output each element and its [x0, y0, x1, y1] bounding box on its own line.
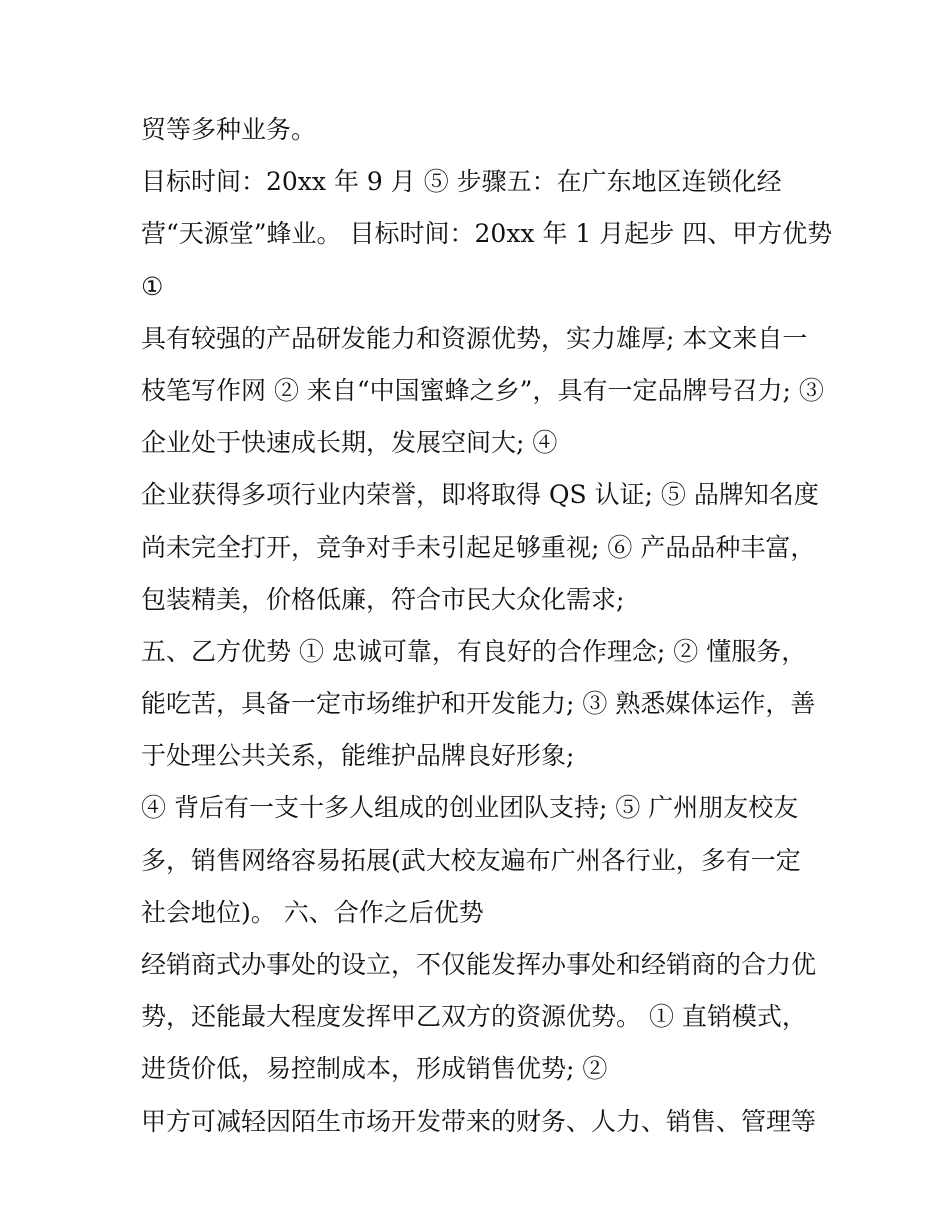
text-line: 势，还能最大程度发挥甲乙双方的资源优势。 ① 直销模式，: [141, 1002, 807, 1032]
text-line: 企业获得多项行业内荣誉，即将取得 QS 认证; ⑤ 品牌知名度: [141, 480, 819, 510]
text-line: 营“天源堂”蜂业。 目标时间：20xx 年 1 月起步 四、甲方优势: [141, 219, 833, 249]
text-line: ④ 背后有一支十多人组成的创业团队支持; ⑤ 广州朋友校友: [141, 793, 799, 823]
text-line: 多，销售网络容易拓展(武大校友遍布广州各行业，多有一定: [141, 845, 801, 875]
text-line: 贸等多种业务。: [141, 115, 317, 144]
document-body: [141, 104, 831, 1148]
text-line: 于处理公共关系，能维护品牌良好形象;: [141, 741, 575, 771]
text-line: 企业处于快速成长期，发展空间大; ④: [141, 428, 558, 458]
text-line: 包装精美，价格低廉，符合市民大众化需求;: [141, 584, 625, 614]
text-line: 经销商式办事处的设立，不仅能发挥办事处和经销商的合力优: [141, 950, 817, 979]
text-line: 枝笔写作网 ② 来自“中国蜜蜂之乡”，具有一定品牌号召力; ③: [141, 375, 824, 405]
text-line: 具有较强的产品研发能力和资源优势，实力雄厚; 本文来自一: [141, 323, 808, 353]
text-line: 尚未完全打开，竞争对手未引起足够重视; ⑥ 产品品种丰富，: [141, 532, 816, 562]
text-line: 甲方可减轻因陌生市场开发带来的财务、人力、销售、管理等: [141, 1106, 817, 1136]
text-line: 进货价低，易控制成本，形成销售优势; ②: [141, 1054, 608, 1084]
text-line: 五、乙方优势 ① 忠诚可靠，有良好的合作理念; ② 懂服务，: [141, 636, 807, 666]
text-line: 社会地位)。 六、合作之后优势: [141, 897, 484, 927]
text-line: 能吃苦，具备一定市场维护和开发能力; ③ 熟悉媒体运作，善: [141, 689, 816, 719]
text-line: 目标时间：20xx 年 9 月 ⑤ 步骤五：在广东地区连锁化经: [141, 167, 782, 197]
text-line: ①: [141, 271, 164, 301]
